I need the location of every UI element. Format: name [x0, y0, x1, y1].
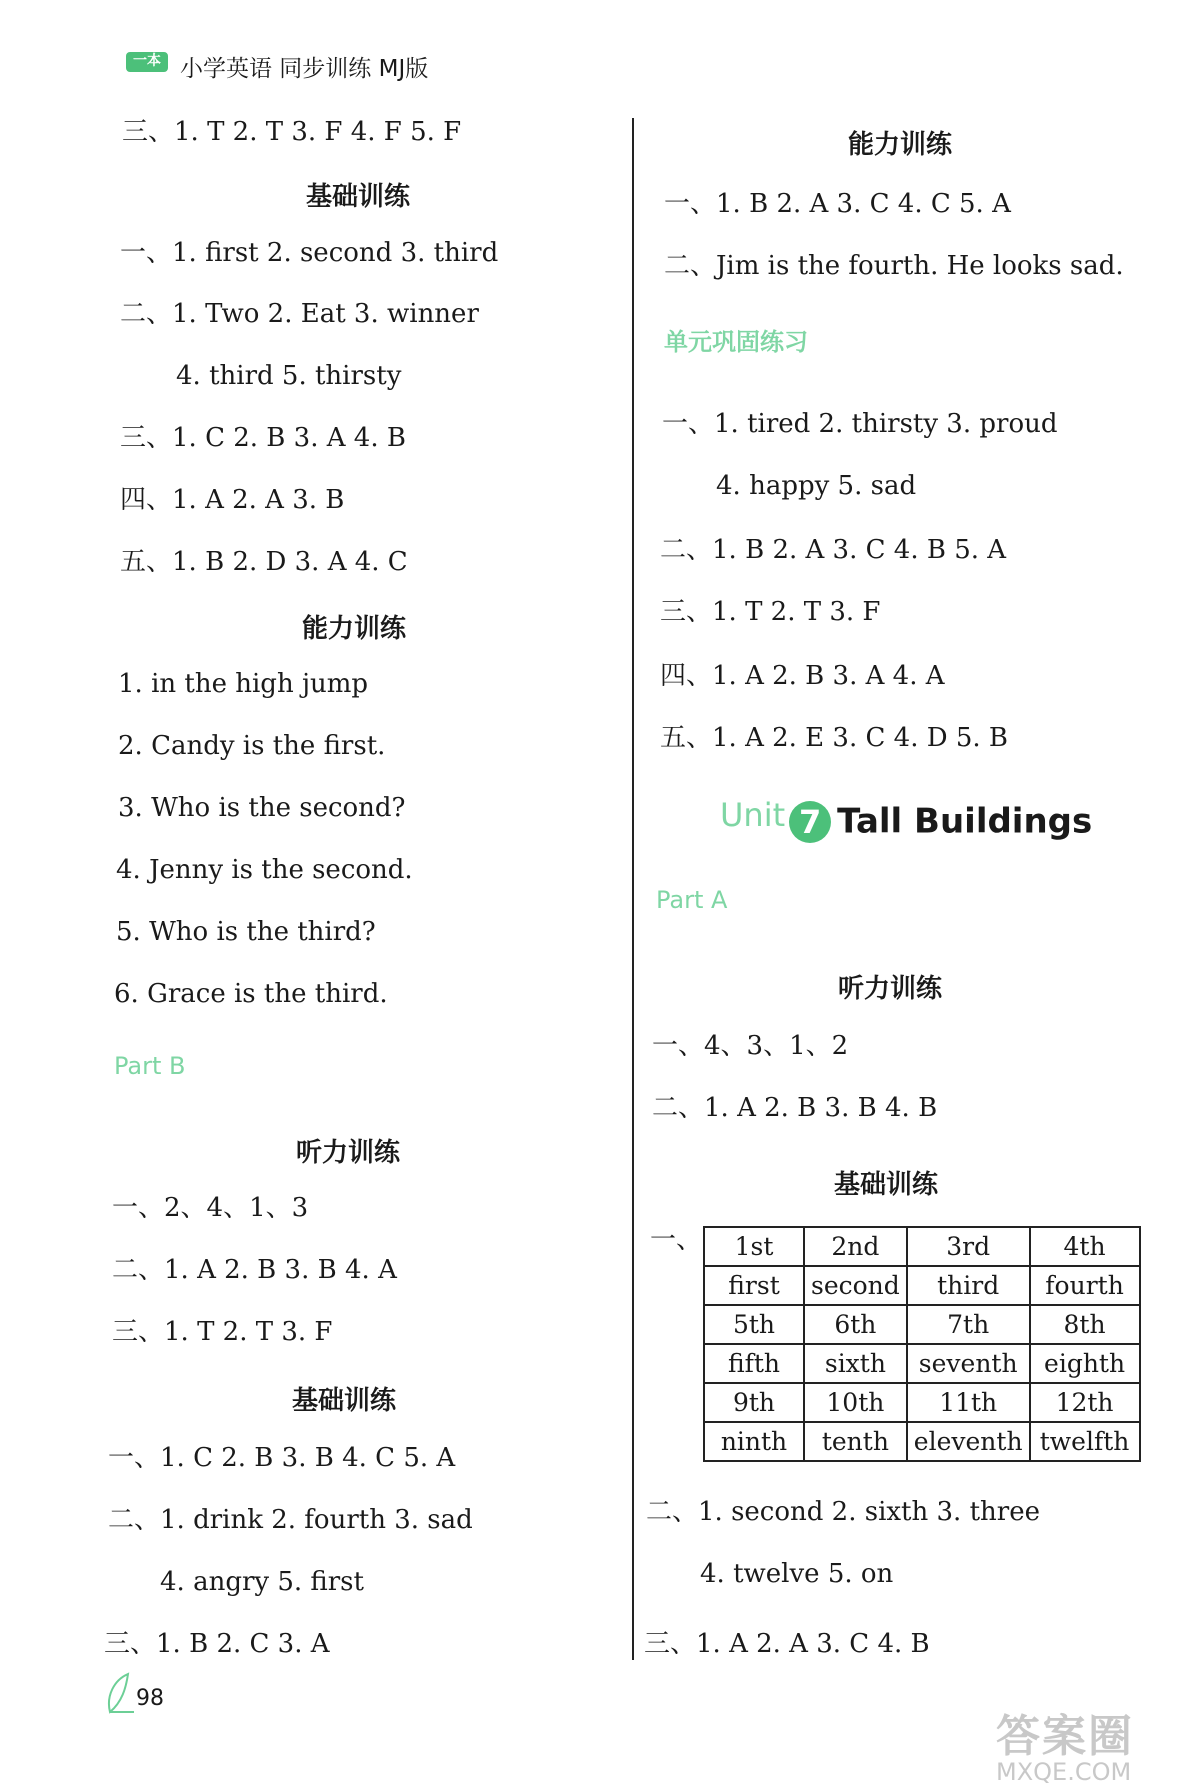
part-label: Part B [114, 1052, 186, 1080]
watermark [996, 1700, 1134, 1786]
table-cell: 4th [1030, 1227, 1140, 1266]
ordinal-table [703, 1226, 1141, 1462]
answer-line: 三、1. A 2. A 3. C 4. B [644, 1629, 930, 1659]
answer-line: 三、1. T 2. T 3. F 4. F 5. F [122, 117, 462, 147]
answer-line: 四、1. A 2. A 3. B [120, 485, 345, 515]
answer-line: 一、4、3、1、2 [652, 1031, 849, 1061]
answer-line: 一、2、4、1、3 [112, 1193, 309, 1223]
answer-sentence: 1. in the high jump [118, 669, 369, 699]
section-heading: 听力训练 [296, 1138, 401, 1168]
table-cell: 2nd [804, 1227, 907, 1266]
watermark-main: 答案圈 [996, 1711, 1134, 1762]
answer-line: 三、1. T 2. T 3. F [660, 597, 881, 627]
watermark-url: MXQE.COM [996, 1758, 1132, 1786]
answer-line: 4. third 5. thirsty [176, 361, 402, 391]
part-label: Part A [656, 886, 728, 914]
table-row [704, 1305, 1140, 1344]
answer-line: 五、1. A 2. E 3. C 4. D 5. B [660, 723, 1009, 753]
answer-sentence: 4. Jenny is the second. [116, 855, 413, 885]
table-row [704, 1227, 1140, 1266]
table-cell: 8th [1030, 1305, 1140, 1344]
answer-line: 五、1. B 2. D 3. A 4. C [120, 547, 408, 577]
table-cell: eighth [1030, 1344, 1140, 1383]
unit-number-badge: 7 [789, 801, 831, 843]
table-cell: fourth [1030, 1266, 1140, 1305]
table-row [704, 1344, 1140, 1383]
table-cell: sixth [804, 1344, 907, 1383]
table-cell: 5th [704, 1305, 804, 1344]
table-cell: seventh [907, 1344, 1030, 1383]
answer-line: 二、1. A 2. B 3. B 4. B [652, 1093, 938, 1123]
answer-line: 一、1. C 2. B 3. B 4. C 5. A [108, 1443, 456, 1473]
leaf-icon [104, 1672, 138, 1716]
table-label: 一、 [650, 1225, 703, 1255]
book-logo [126, 52, 168, 72]
unit-title [720, 796, 1092, 843]
answer-sentence: 3. Who is the second? [118, 793, 406, 823]
table-cell: 7th [907, 1305, 1030, 1344]
unit-word: Unit [720, 796, 786, 834]
answer-line: 二、1. B 2. A 3. C 4. B 5. A [660, 535, 1007, 565]
table-row [704, 1266, 1140, 1305]
page-number: 98 [136, 1686, 164, 1711]
table-cell: tenth [804, 1422, 907, 1461]
answer-sentence: 5. Who is the third? [116, 917, 376, 947]
table-cell: 3rd [907, 1227, 1030, 1266]
answer-line: 三、1. C 2. B 3. A 4. B [120, 423, 406, 453]
section-heading: 听力训练 [838, 974, 943, 1004]
answer-sentence: 2. Candy is the first. [118, 731, 386, 761]
table-cell: ninth [704, 1422, 804, 1461]
book-title: 小学英语 同步训练 MJ版 [180, 56, 429, 82]
section-heading: 基础训练 [306, 182, 411, 212]
answer-line: 一、1. tired 2. thirsty 3. proud [662, 409, 1058, 439]
table-cell: third [907, 1266, 1030, 1305]
answer-line: 三、1. B 2. C 3. A [104, 1629, 330, 1659]
answer-line: 二、Jim is the fourth. He looks sad. [664, 251, 1124, 281]
table-cell: second [804, 1266, 907, 1305]
answer-line: 二、1. drink 2. fourth 3. sad [108, 1505, 473, 1535]
table-cell: 1st [704, 1227, 804, 1266]
section-heading: 基础训练 [292, 1386, 397, 1416]
table-cell: 11th [907, 1383, 1030, 1422]
logo-mark-icon: 一本 [133, 53, 161, 69]
answer-line: 四、1. A 2. B 3. A 4. A [660, 661, 945, 691]
table-cell: first [704, 1266, 804, 1305]
answer-sentence: 6. Grace is the third. [114, 979, 388, 1009]
answer-line: 4. twelve 5. on [700, 1559, 894, 1589]
table-cell: twelfth [1030, 1422, 1140, 1461]
answer-line: 二、1. A 2. B 3. B 4. A [112, 1255, 397, 1285]
table-row [704, 1383, 1140, 1422]
answer-line: 三、1. T 2. T 3. F [112, 1317, 333, 1347]
answer-line: 二、1. Two 2. Eat 3. winner [120, 299, 479, 329]
answer-line: 二、1. second 2. sixth 3. three [646, 1497, 1040, 1527]
answer-line: 4. angry 5. first [160, 1567, 364, 1597]
answer-line: 4. happy 5. sad [716, 471, 917, 501]
unit-name: Tall Buildings [837, 801, 1093, 842]
table-cell: fifth [704, 1344, 804, 1383]
table-cell: 10th [804, 1383, 907, 1422]
answer-line: 一、1. B 2. A 3. C 4. C 5. A [664, 189, 1011, 219]
table-cell: 9th [704, 1383, 804, 1422]
section-heading: 基础训练 [834, 1170, 939, 1200]
table-cell: eleventh [907, 1422, 1030, 1461]
table-cell: 6th [804, 1305, 907, 1344]
section-heading: 能力训练 [302, 614, 407, 644]
column-divider [632, 118, 634, 1660]
answer-line: 一、1. first 2. second 3. third [120, 238, 499, 268]
section-title: 单元巩固练习 [664, 328, 808, 356]
table-cell: 12th [1030, 1383, 1140, 1422]
table-row [704, 1422, 1140, 1461]
section-heading: 能力训练 [848, 130, 953, 160]
